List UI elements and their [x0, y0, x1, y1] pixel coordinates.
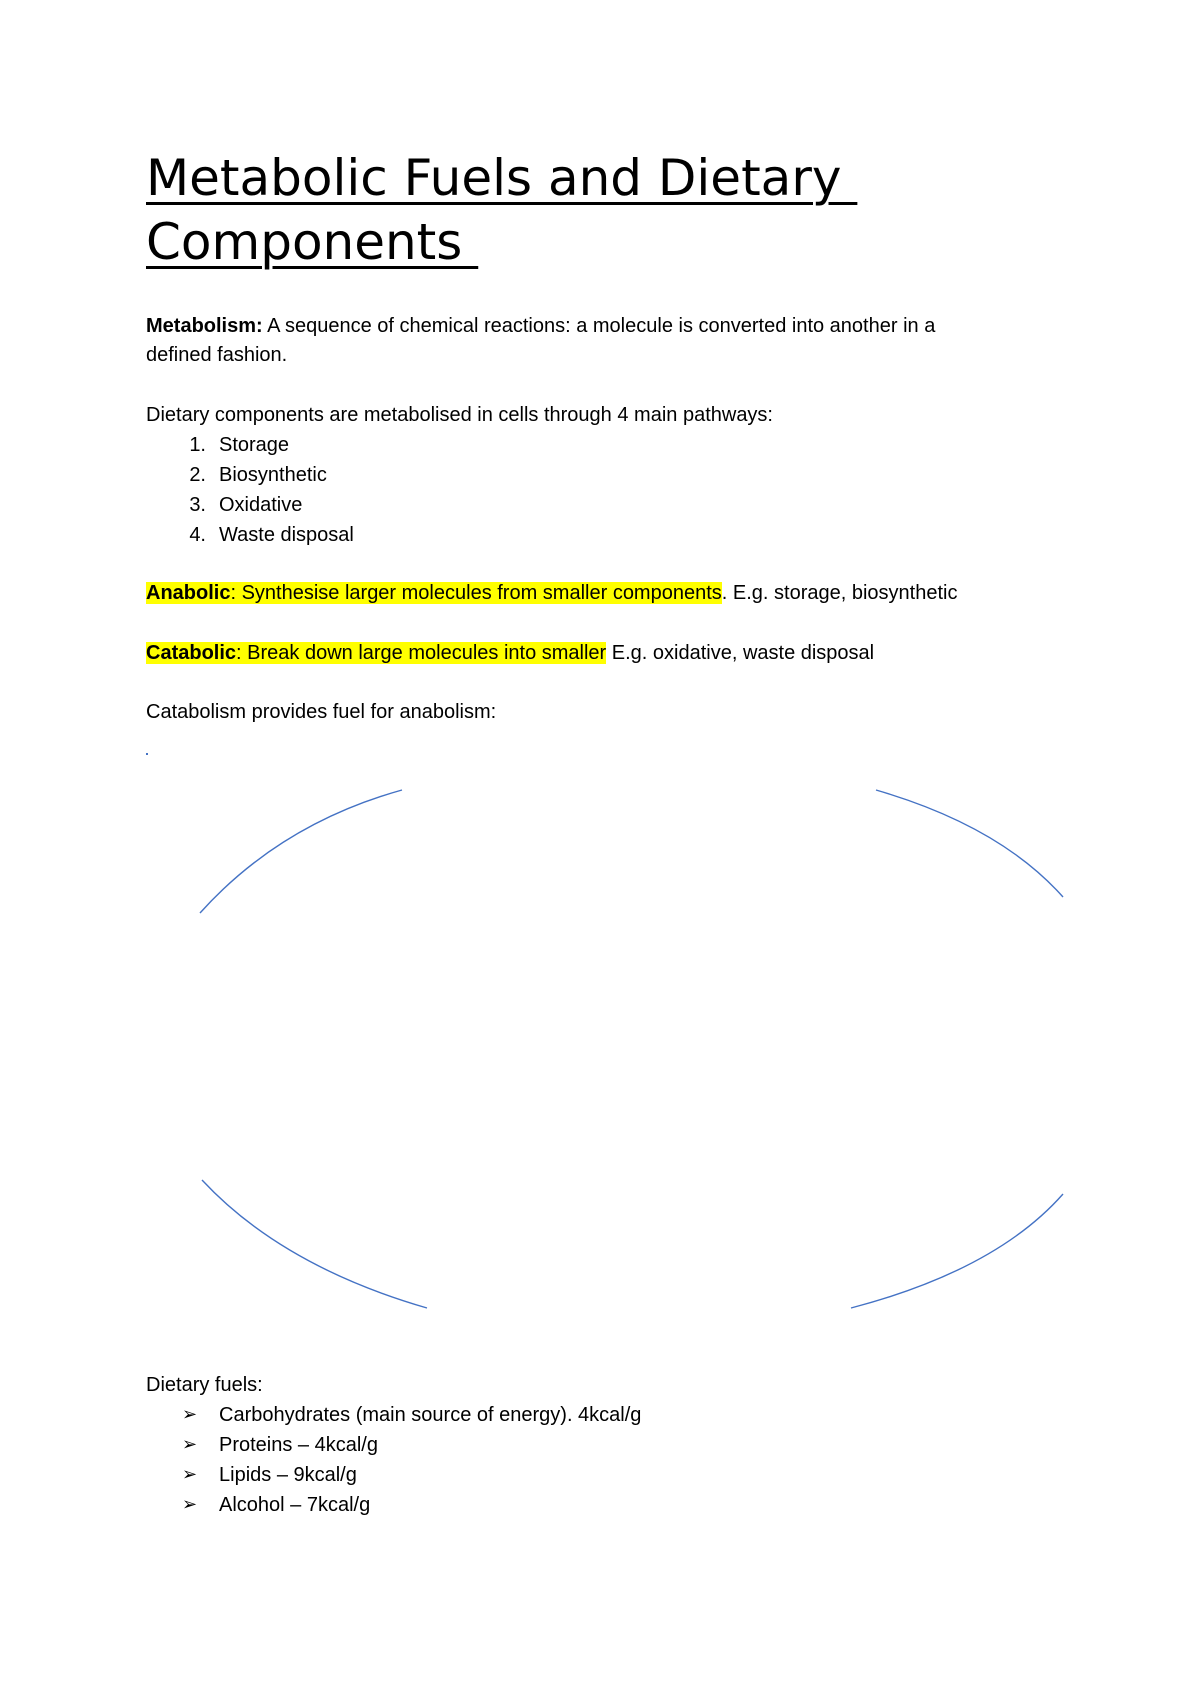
- list-item-label: Proteins – 4kcal/g: [219, 1434, 378, 1456]
- list-number: 1.: [189, 434, 206, 456]
- anabolic-examples: . E.g. storage, biosynthetic: [721, 582, 958, 604]
- metabolism-term: Metabolism: [146, 315, 257, 337]
- list-item-label: Alcohol – 7kcal/g: [219, 1494, 371, 1516]
- anabolic-highlighted-text: Synthesise larger molecules from smaller components: [236, 582, 722, 604]
- list-item-label: Carbohydrates (main source of energy). 4kcal/g: [219, 1404, 642, 1426]
- list-number: 4.: [189, 524, 206, 546]
- list-item-label: Biosynthetic: [219, 464, 327, 486]
- arrowhead-bullet-icon: ➢: [182, 1494, 198, 1515]
- anabolic-colon: :: [230, 582, 237, 604]
- catabolic-highlighted-text: Break down large molecules into smaller: [241, 642, 607, 664]
- list-item-label: Waste disposal: [219, 524, 354, 546]
- top-right-arc: [876, 790, 1063, 897]
- catabolic-term: Catabolic: [146, 642, 237, 664]
- catabolic-definition: [146, 638, 874, 668]
- top-left-arc: [200, 790, 402, 913]
- arrowhead-bullet-icon: ➢: [182, 1434, 198, 1455]
- page-title-line-2: Components: [146, 213, 479, 271]
- list-item-label: Storage: [219, 434, 290, 456]
- diagram-anchor-dot: [146, 753, 148, 755]
- catabolism-note: Catabolism provides fuel for anabolism:: [146, 701, 497, 723]
- list-number: 3.: [189, 494, 206, 516]
- list-item-label: Lipids – 9kcal/g: [219, 1464, 357, 1486]
- list-item-label: Oxidative: [219, 494, 303, 516]
- metabolism-definition-line-1: A sequence of chemical reactions: a molecule is converted into another in a: [262, 315, 936, 337]
- anabolic-term: Anabolic: [146, 582, 231, 604]
- page-title-line-1: Metabolic Fuels and Dietary: [146, 149, 858, 207]
- arrowhead-bullet-icon: ➢: [182, 1464, 198, 1485]
- arrowhead-bullet-icon: ➢: [182, 1404, 198, 1425]
- catabolic-examples: E.g. oxidative, waste disposal: [606, 642, 875, 664]
- metabolism-definition-line-2: defined fashion.: [146, 344, 288, 366]
- dietary-fuels-heading: Dietary fuels:: [146, 1374, 263, 1396]
- pathways-intro: Dietary components are metabolised in cells through 4 main pathways:: [146, 404, 773, 426]
- metabolism-colon: :: [256, 315, 263, 337]
- metabolism-definition: [146, 311, 935, 341]
- anabolic-definition: [146, 578, 957, 608]
- bottom-left-arc: [202, 1180, 427, 1308]
- list-number: 2.: [189, 464, 206, 486]
- bottom-right-arc: [851, 1194, 1063, 1308]
- catabolic-colon: :: [236, 642, 242, 664]
